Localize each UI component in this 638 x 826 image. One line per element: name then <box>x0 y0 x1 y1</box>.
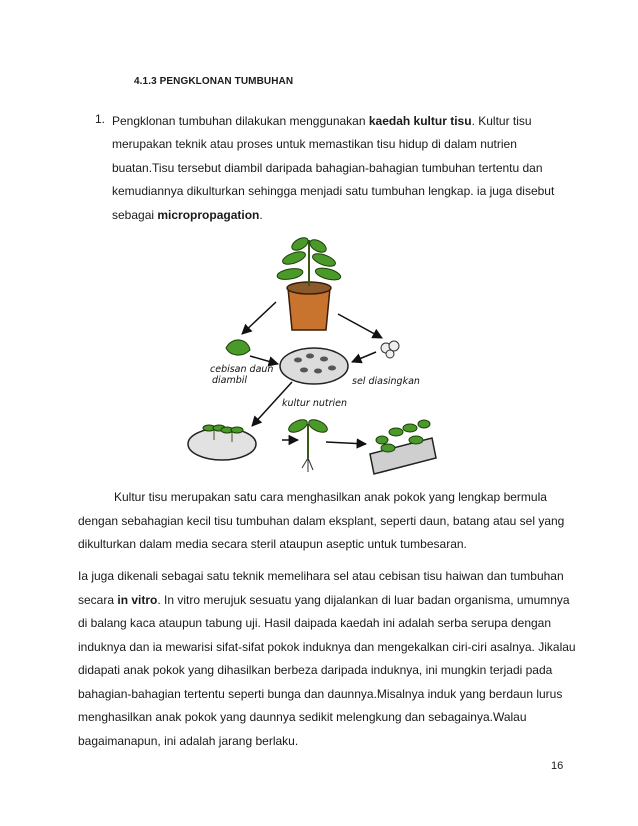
paragraph-1-text: Kultur tisu merupakan satu cara menghasilkan anak pokok yang lengkap bermula dengan sebahagian kecil tisu tumbuhan dalam eksplant, seperti daun, batang atau sel yang dikulturkan dalam media secara steril ataupun aseptic untuk tumbesaran. <box>78 490 565 551</box>
parent-plant-pot-illustration <box>276 235 342 330</box>
list-text-1: Pengklonan tumbuhan dilakukan menggunakan <box>112 114 369 128</box>
paragraph-in-vitro <box>78 565 578 753</box>
list-bold-micropropagation: micropropagation <box>157 207 260 222</box>
paragraph-2-bold-in-vitro: in vitro <box>117 592 158 607</box>
label-diambil: diambil <box>212 375 248 386</box>
culture-dish-illustration <box>280 348 348 384</box>
label-kultur-nutrien: kultur nutrien <box>282 398 348 409</box>
paragraph-2-text-2: . In vitro merujuk sesuatu yang dijalankan di luar badan organisma, umumnya di balang kaca ataupun tabung uji. Hasil daipada kaedah ini adalah serba serupa dengan induknya dan ia mewarisi sifat-sifat pokok induknya dan mengekalkan ciri-ciri asalnya. Jikalau didapati anak pokok yang dihasilkan berbeza daripada induknya, ini mungkin terjadi pada bahagian-bahagian tertentu seperti bunga dan daunnya.Misalnya induk yang berdaun lurus menghasilkan anak pokok yang daunnya sedikit melengkung dan sebagainya.Walau bagaimanapun, ini adalah jarang berlaku. <box>78 592 576 748</box>
label-sel-diasingkan: sel diasingkan <box>352 376 420 387</box>
page-number: 16 <box>551 760 564 772</box>
isolated-cells-illustration <box>381 341 399 358</box>
list-item-text <box>112 110 582 227</box>
list-text-2: . Kultur tisu merupakan teknik atau proses untuk memastikan tisu hidup di dalam nutrien buatan.Tisu tersebut diambil daripada bahagian-bahagian tumbuhan tertentu dan kemudiannya dikulturkan sehingga menjadi satu tumbuhan lengkap. ia juga disebut sebagai <box>112 114 555 222</box>
paragraph-2-text-1: Ia juga dikenali sebagai satu teknik memelihara sel atau cebisan tisu haiwan dan tumbuhan secara <box>78 569 564 607</box>
label-cebisan-daun: cebisan daun <box>210 364 274 375</box>
leaf-piece-illustration <box>226 340 250 355</box>
list-bold-kaedah: kaedah kultur tisu <box>368 114 472 128</box>
section-heading: 4.1.3 PENGKLONAN TUMBUHAN <box>134 76 294 87</box>
seedling-illustration <box>287 417 329 472</box>
list-text-3: . <box>259 207 263 222</box>
paragraph-kultur-tisu <box>78 486 578 557</box>
seedling-tray-illustration <box>370 420 436 474</box>
list-number: 1. <box>95 112 106 126</box>
plantlets-dish-illustration <box>188 425 256 460</box>
tissue-culture-figure <box>186 232 442 476</box>
